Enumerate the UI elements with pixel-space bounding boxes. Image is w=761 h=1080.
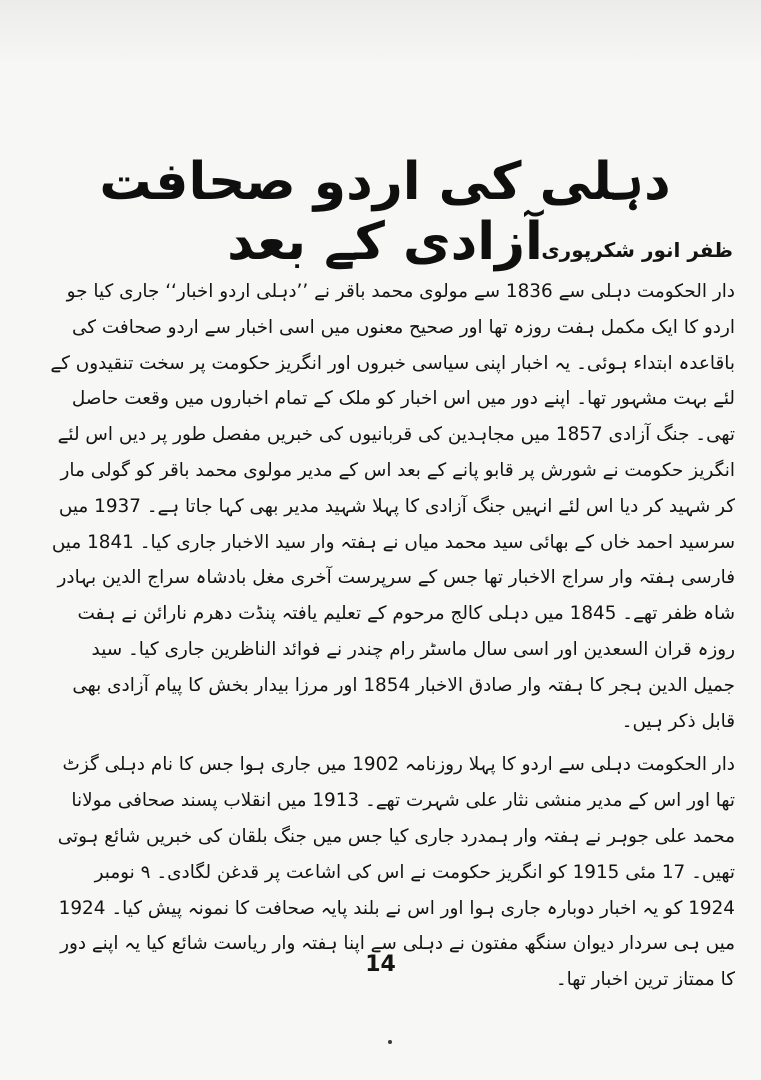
article-title: دہلی کی اردو صحافت آزادی کے بعد (99, 152, 671, 272)
page-number: 14 (365, 952, 396, 977)
paragraph-2: دار الحکومت دہلی سے اردو کا پہلا روزنامہ 1902 میں جاری ہوا جس کا نام دہلی گزٹ تھا اور اس کے مدیر منشی نثار علی شہرت تھے۔ 1913 میں انقلاب پسند صحافی مولانا محمد علی جوہر نے ہفتہ وار ہمدرد جاری کیا جس میں جنگ بلقان کی خبریں شائع ہوتی تھیں۔ 17 مئی 1915 کو انگریز حکومت نے اس کی اشاعت پر قدغن لگادی۔ ۹ نومبر 1924 کو یہ اخبار دوبارہ جاری ہوا اور اس نے بلند پایہ صحافت کا نمونہ پیش کیا۔ 1924 میں ہی سردار دیوان سنگھ مفتون نے دہلی سے اپنا ہفتہ وار ریاست شائع کیا یہ اپنے دور کا ممتاز ترین اخبار تھا۔ (57, 754, 735, 991)
article-body (50, 274, 735, 998)
paragraph-1: دار الحکومت دہلی سے 1836 سے مولوی محمد باقر نے ’’دہلی اردو اخبار‘‘ جاری کیا جو اردو کا ایک مکمل ہفت روزہ تھا اور صحیح معنوں میں اسی اخبار سے اردو صحافت کی باقاعدہ ابتداء ہوئی۔ یہ اخبار اپنی سیاسی خبروں اور انگریز حکومت پر سخت تنقیدوں کے لئے بہت مشہور تھا۔ اپنے دور میں اس اخبار کو ملک کے تمام اخباروں میں وقعت حاصل تھی۔ جنگ آزادی 1857 میں مجاہدین کی قربانیوں کی خبریں مفصل طور پر دیں اس لئے انگریز حکومت نے شورش پر قابو پانے کے بعد اس کے مدیر مولوی محمد باقر کو گولی مار کر شہید کر دیا اس لئے انہیں جنگ آزادی کا پہلا شہید مدیر بھی کہا جاتا ہے۔ 1937 میں سرسید احمد خاں کے بھائی سید محمد میاں نے ہفتہ وار سید الاخبار جاری کیا۔ 1841 میں فارسی ہفتہ وار سراج الاخبار تھا جس کے سرپرست آخری مغل بادشاہ سراج الدین بہادر شاہ ظفر تھے۔ 1845 میں دہلی کالج مرحوم کے تعلیم یافتہ پنڈت دھرم نارائن نے ہفت روزہ قران السعدین اور اسی سال ماسٹر رام چندر نے فوائد الناظرین جاری کیا۔ سید جمیل الدین ہجر کا ہفتہ وار صادق الاخبار 1854 اور مرزا بیدار بخش کا پیام آزادی بھی قابل ذکر ہیں۔ (50, 281, 735, 732)
scan-speck (388, 1040, 392, 1044)
author-name: ظفر انور شکرپوری (541, 238, 733, 262)
scan-bleed-top (0, 0, 761, 60)
